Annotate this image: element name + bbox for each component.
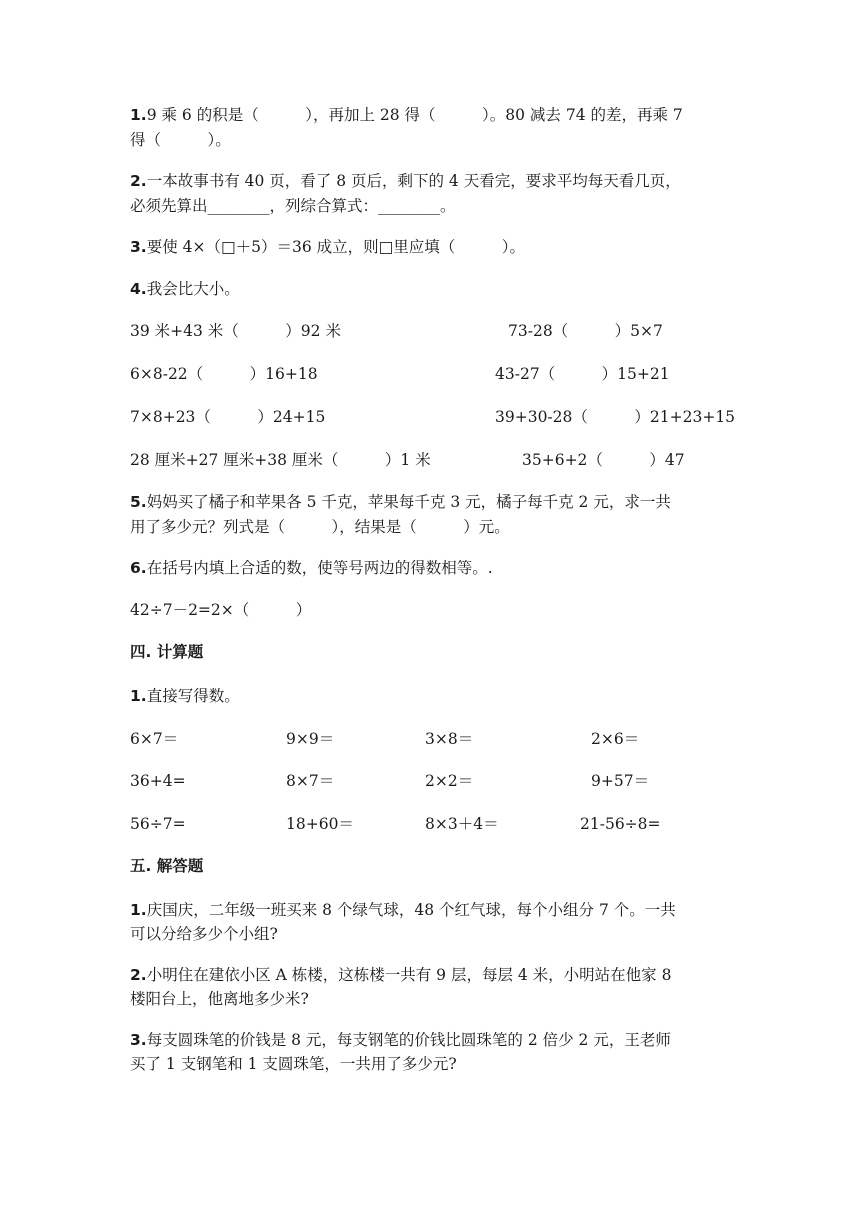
section-5-question-2-text: 小明住在建依小区 A 栋楼，这栋楼一共有 9 层，每层 4 米，小明站在他家 8 — [146, 966, 672, 984]
section-5-question-1-text: 庆国庆，二年级一班买来 8 个绿气球，48 个红气球，每个小组分 7 个。一共 — [146, 901, 676, 919]
calc-item: 18+60＝ — [286, 815, 354, 833]
question-5-number: 5. — [130, 493, 147, 511]
question-5-line-1 — [130, 491, 671, 513]
compare-item: 39 米+43 米（ ）92 米 — [130, 322, 341, 340]
question-1-line-2: 得（ ）。 — [130, 131, 231, 149]
question-3-line — [130, 236, 525, 258]
question-5-text: 妈妈买了橘子和苹果各 5 千克，苹果每千克 3 元，橘子每千克 2 元，求一共 — [146, 493, 671, 511]
calc-item: 8×3＋4＝ — [425, 815, 499, 833]
calc-item: 6×7＝ — [130, 730, 179, 748]
question-6-number: 6. — [130, 559, 147, 577]
section-5-question-3-number: 3. — [130, 1031, 147, 1049]
compare-item: 7×8+23（ ）24+15 — [130, 408, 326, 426]
compare-item: 35+6+2（ ）47 — [522, 451, 685, 469]
section-5-question-1-number: 1. — [130, 901, 147, 919]
calc-item: 2×2＝ — [425, 772, 474, 790]
section-5-question-1-line-1 — [130, 899, 676, 921]
question-4-number: 4. — [130, 280, 147, 298]
question-2-text: 一本故事书有 40 页，看了 8 页后，剩下的 4 天看完，要求平均每天看几页， — [146, 172, 681, 190]
section-5-question-3-line-1 — [130, 1029, 671, 1051]
question-3-text: 要使 4×（□＋5）＝36 成立，则□里应填（ ）。 — [146, 238, 526, 256]
question-2-line-2: 必须先算出________，列综合算式：________。 — [130, 197, 456, 215]
section-4-question-1 — [130, 685, 240, 707]
question-6-text: 在括号内填上合适的数，使等号两边的得数相等。. — [146, 559, 493, 577]
compare-item: 73-28（ ）5×7 — [508, 322, 663, 340]
section-5-title: 五. 解答题 — [130, 857, 204, 875]
calc-item: 21-56÷8= — [580, 815, 661, 833]
section-5-question-1-line-2: 可以分给多少个小组? — [130, 925, 278, 943]
question-2-line-1 — [130, 170, 681, 192]
compare-item: 28 厘米+27 厘米+38 厘米（ ）1 米 — [130, 451, 431, 469]
calc-item: 9×9＝ — [286, 730, 335, 748]
question-4-text: 我会比大小。 — [146, 280, 240, 298]
section-5-question-3-line-2: 买了 1 支钢笔和 1 支圆珠笔，一共用了多少元? — [130, 1055, 457, 1073]
question-6-equation: 42÷7－2=2×（ ） — [130, 601, 312, 619]
compare-item: 43-27（ ）15+21 — [495, 365, 670, 383]
question-6-line — [130, 557, 493, 579]
compare-item: 39+30-28（ ）21+23+15 — [495, 408, 736, 426]
section-4-question-1-text: 直接写得数。 — [146, 687, 240, 705]
section-5-question-2-number: 2. — [130, 966, 147, 984]
section-5-question-2-line-2: 楼阳台上，他离地多少米? — [130, 990, 309, 1008]
calc-item: 8×7＝ — [286, 772, 335, 790]
section-5-question-3-text: 每支圆珠笔的价钱是 8 元，每支钢笔的价钱比圆珠笔的 2 倍少 2 元，王老师 — [146, 1031, 671, 1049]
calc-item: 56÷7= — [130, 815, 186, 833]
section-4-question-1-number: 1. — [130, 687, 147, 705]
section-4-title: 四. 计算题 — [130, 643, 204, 661]
calc-item: 2×6＝ — [591, 730, 640, 748]
calc-item: 3×8＝ — [425, 730, 474, 748]
question-3-number: 3. — [130, 238, 147, 256]
question-5-line-2: 用了多少元？列式是（ ），结果是（ ）元。 — [130, 518, 510, 536]
question-2-number: 2. — [130, 172, 147, 190]
calc-item: 36+4= — [130, 772, 186, 790]
section-5-question-2-line-1 — [130, 964, 671, 986]
calc-item: 9+57＝ — [591, 772, 650, 790]
question-4-line — [130, 278, 240, 300]
question-1-line-1 — [130, 104, 683, 126]
compare-item: 6×8-22（ ）16+18 — [130, 365, 318, 383]
question-1-number: 1. — [130, 106, 147, 124]
question-1-text: 9 乘 6 的积是（ ），再加上 28 得（ ）。80 减去 74 的差，再乘 7 — [146, 106, 683, 124]
